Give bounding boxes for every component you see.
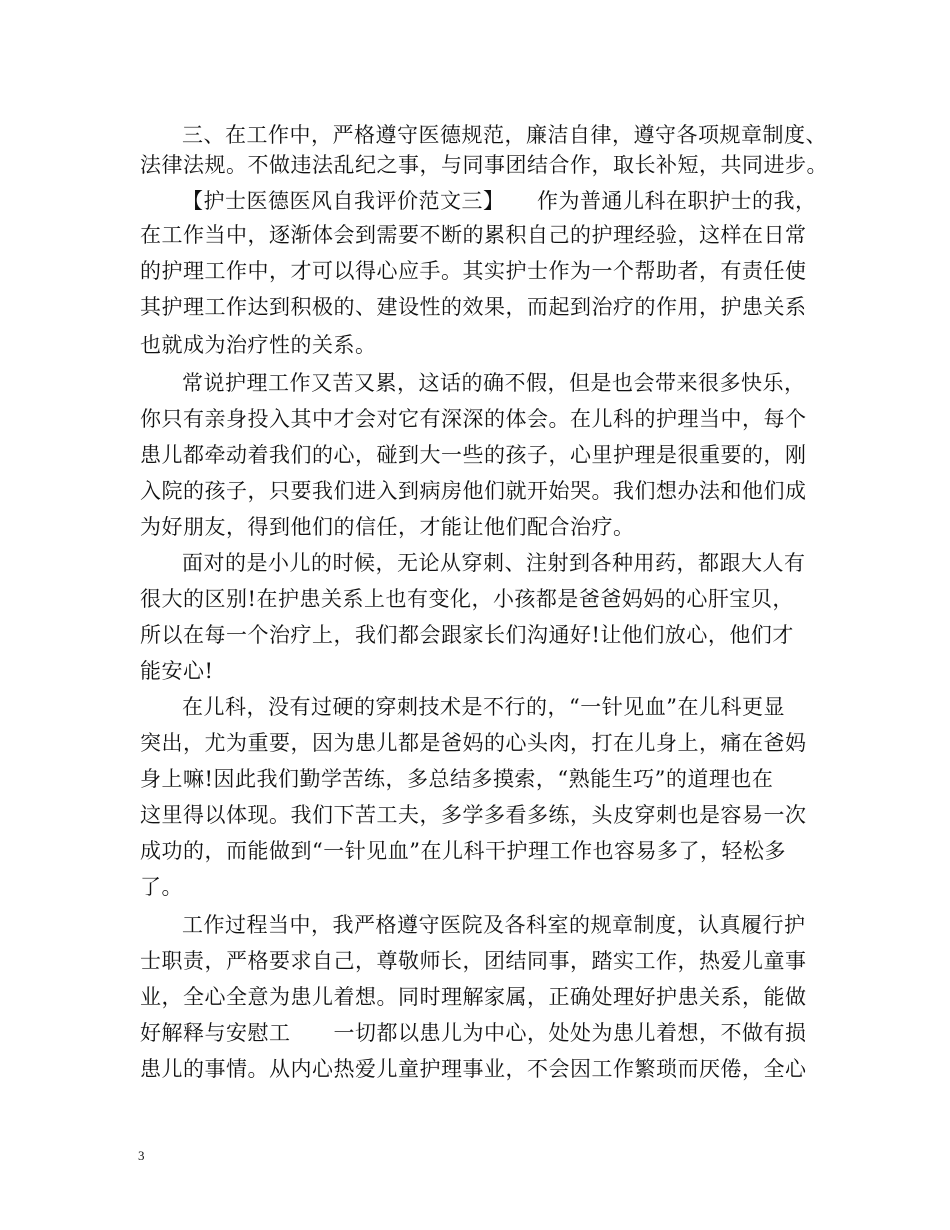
text-line: 很大的区别!在护患关系上也有变化，小孩都是爸爸妈妈的心肝宝贝，: [140, 587, 794, 611]
text-line: 能安心!: [140, 659, 214, 683]
text-line: 法律法规。不做违法乱纪之事，与同事团结合作，取长补短，共同进步。: [140, 153, 828, 177]
text-line: 工作过程当中，我严格遵守医院及各科室的规章制度，认真履行护: [182, 913, 806, 937]
text-line: 其护理工作达到积极的、建设性的效果，而起到治疗的作用，护患关系: [140, 295, 807, 319]
text-line: 所以在每一个治疗上，我们都会跟家长们沟通好!让他们放心，他们才: [140, 623, 794, 647]
text-line: 面对的是小儿的时候，无论从穿刺、注射到各种用药，都跟大人有: [182, 551, 806, 575]
text-line: 在工作当中，逐渐体会到需要不断的累积自己的护理经验，这样在日常: [140, 223, 807, 247]
text-line: 在儿科，没有过硬的穿刺技术是不行的，“一针见血”在儿科更显: [182, 695, 785, 719]
text-line: 的护理工作中，才可以得心应手。其实护士作为一个帮助者，有责任使: [140, 259, 807, 283]
text-line: 了。: [140, 875, 183, 899]
text-line: 常说护理工作又苦又累，这话的确不假，但是也会带来很多快乐，: [182, 371, 806, 395]
text-line: 业，全心全意为患儿着想。同时理解家属，正确处理好护患关系，能做: [140, 985, 807, 1009]
text-line: 也就成为治疗性的关系。: [140, 333, 377, 357]
text-line: 【护士医德医风自我评价范文三】 作为普通儿科在职护士的我，: [182, 189, 817, 213]
page-number: 3: [138, 1148, 145, 1163]
text-line: 这里得以体现。我们下苦工夫，多学多看多练，头皮穿刺也是容易一次: [140, 803, 807, 827]
text-line: 入院的孩子，只要我们进入到病房他们就开始哭。我们想办法和他们成: [140, 479, 807, 503]
text-line: 患儿的事情。从内心热爱儿童护理事业，不会因工作繁琐而厌倦，全心: [140, 1057, 807, 1081]
text-line: 三、在工作中，严格遵守医德规范，廉洁自律，遵守各项规章制度、: [182, 123, 827, 147]
text-line: 士职责，严格要求自己，尊敬师长，团结同事，踏实工作，热爱儿童事: [140, 949, 807, 973]
text-line: 成功的，而能做到“一针见血”在儿科干护理工作也容易多了，轻松多: [140, 839, 786, 863]
text-line: 突出，尤为重要，因为患儿都是爸妈的心头肉，打在儿身上，痛在爸妈: [140, 731, 807, 755]
text-line: 身上嘛!因此我们勤学苦练，多总结多摸索，“熟能生巧”的道理也在: [140, 767, 774, 791]
text-line: 为好朋友，得到他们的信任，才能让他们配合治疗。: [140, 515, 635, 539]
text-line: 你只有亲身投入其中才会对它有深深的体会。在儿科的护理当中，每个: [140, 407, 807, 431]
text-line: 好解释与安慰工 一切都以患儿为中心，处处为患儿着想，不做有损: [140, 1021, 807, 1045]
text-line: 患儿都牵动着我们的心，碰到大一些的孩子，心里护理是很重要的，刚: [140, 443, 807, 467]
